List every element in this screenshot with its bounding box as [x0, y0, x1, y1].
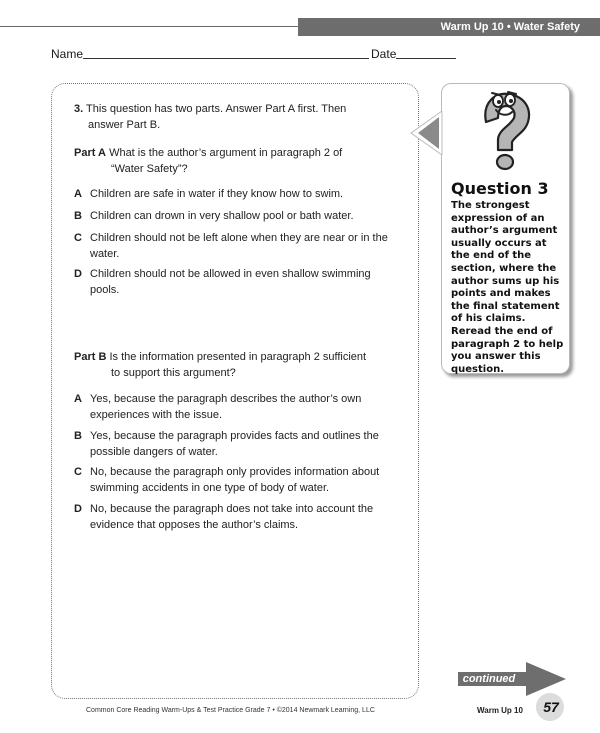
- option-text: No, because the paragraph does not take into account the evidence that opposes the author’s claims.: [90, 503, 374, 531]
- option-letter: C: [74, 466, 82, 478]
- part-b-prompt-line1: Is the information presented in paragraph 2 sufficient: [109, 351, 367, 363]
- option-letter: B: [74, 210, 82, 222]
- option-letter: B: [74, 430, 82, 442]
- sidebar-title: Question 3: [451, 179, 549, 198]
- part-a-option-c[interactable]: [74, 230, 394, 262]
- part-b-prompt: [74, 349, 404, 381]
- name-label: Name: [51, 47, 84, 61]
- option-text: Children are safe in water if they know how to swim.: [90, 188, 344, 200]
- option-letter: D: [74, 268, 82, 280]
- sidebar-pointer-icon: [409, 111, 443, 155]
- part-a-prompt-line2: “Water Safety”?: [111, 163, 188, 175]
- page-number: 57: [543, 699, 559, 715]
- date-field[interactable]: [396, 58, 456, 59]
- footer-copyright: Common Core Reading Warm-Ups & Test Practice Grade 7 • ©2014 Newmark Learning, LLC: [86, 707, 375, 714]
- header-tab: Warm Up 10 • Water Safety: [298, 18, 600, 36]
- continued-label: continued: [462, 673, 516, 685]
- part-b-option-d[interactable]: [74, 501, 400, 533]
- part-a-option-a[interactable]: [74, 186, 404, 202]
- part-b-option-c[interactable]: [74, 464, 404, 496]
- option-text: Children should not be allowed in even shallow swimming pools.: [90, 268, 371, 296]
- part-a-option-b[interactable]: [74, 208, 404, 224]
- option-text: No, because the paragraph only provides information about swimming accidents in one type of body of water.: [90, 466, 380, 494]
- date-label: Date: [371, 47, 397, 61]
- question-mark-character-icon: [474, 88, 536, 174]
- option-letter: A: [74, 188, 82, 200]
- part-b-label: Part B: [74, 351, 107, 363]
- option-letter: D: [74, 503, 82, 515]
- part-b-option-b[interactable]: [74, 428, 400, 460]
- question-intro: [74, 101, 404, 133]
- question-number: 3.: [74, 103, 84, 115]
- option-letter: C: [74, 232, 82, 244]
- part-a-label: Part A: [74, 147, 106, 159]
- footer-warmup-label: Warm Up 10: [477, 706, 523, 715]
- option-text: Children can drown in very shallow pool or bath water.: [90, 210, 354, 222]
- name-date-line: [51, 47, 456, 61]
- option-letter: A: [74, 393, 82, 405]
- option-text: Yes, because the paragraph provides facts and outlines the possible dangers of water.: [90, 430, 379, 458]
- option-text: Children should not be left alone when they are near or in the water.: [90, 232, 388, 260]
- question-intro-line2: answer Part B.: [88, 119, 161, 131]
- part-b-option-a[interactable]: [74, 391, 394, 423]
- option-text: Yes, because the paragraph describes the author’s own experiences with the issue.: [90, 393, 362, 421]
- sidebar-text: The strongest expression of an author’s argument usually occurs at the end of the section, where the author sums up his points and makes the final statement of his claims. Reread the end of paragraph 2 to help you answer this question.: [451, 200, 564, 375]
- question-intro-line1: This question has two parts. Answer Part A first. Then: [86, 103, 347, 115]
- part-a-option-d[interactable]: [74, 266, 400, 298]
- part-b-prompt-line2: to support this argument?: [111, 367, 236, 379]
- name-field[interactable]: [83, 58, 369, 59]
- part-a-prompt-line1: What is the author’s argument in paragraph 2 of: [109, 147, 343, 159]
- part-a-prompt: [74, 145, 404, 177]
